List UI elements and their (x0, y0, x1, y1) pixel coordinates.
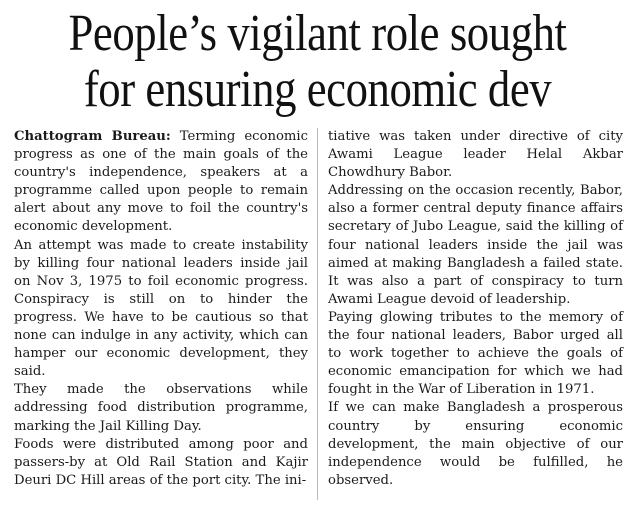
paragraph: Paying glowing tributes to the memory of the four national leaders, Babor urged all to work together to achieve the goals of economic emancipation for which we had fought in the War of Liberation in 1971. (328, 309, 623, 398)
paragraph-intro (14, 128, 308, 237)
paragraph: They made the observations while addressing food distribution programme, marking the Jail Killing Day. (14, 382, 308, 434)
headline-line-1: People’s vigilant role sought (68, 5, 567, 62)
column-divider (317, 128, 318, 500)
headline (44, 6, 590, 118)
article-column-left (14, 128, 308, 490)
headline-line-2: for ensuring economic dev (83, 61, 552, 118)
paragraph: tiative was taken under directive of city Awami League leader Helal Akbar Chowdhury Babor. (328, 129, 623, 181)
paragraph: An attempt was made to create instability by killing four national leaders inside jail on Nov 3, 1975 to foil economic progress. Conspiracy is still on to hinder the progress. We have to be cautious so that none can indulge in any activity, which can hamper our economic development, they said. (14, 237, 308, 380)
paragraph: If we can make Bangladesh a prosperous country by ensuring economic development, the main objective of our independence would be fulfilled, he observed. (328, 400, 623, 488)
paragraph: Addressing on the occasion recently, Babor, also a former central deputy finance affairs secretary of Jubo League, said the killing of four national leaders inside the jail was aimed at making Bangladesh a failed state. It was also a part of conspiracy to turn Awami League devoid of leadership. (328, 183, 623, 307)
paragraph: Foods were distributed among poor and passers-by at Old Rail Station and Kajir Deuri DC Hill areas of the port city. The ini- (14, 436, 308, 488)
dateline: Chattogram Bureau: (14, 129, 171, 144)
article-column-right (328, 128, 623, 490)
paragraph-intro-text: Terming economic progress as one of the main goals of the country's independence, speakers at a programme called upon people to remain alert about any move to foil the country's economic development. (14, 129, 308, 235)
